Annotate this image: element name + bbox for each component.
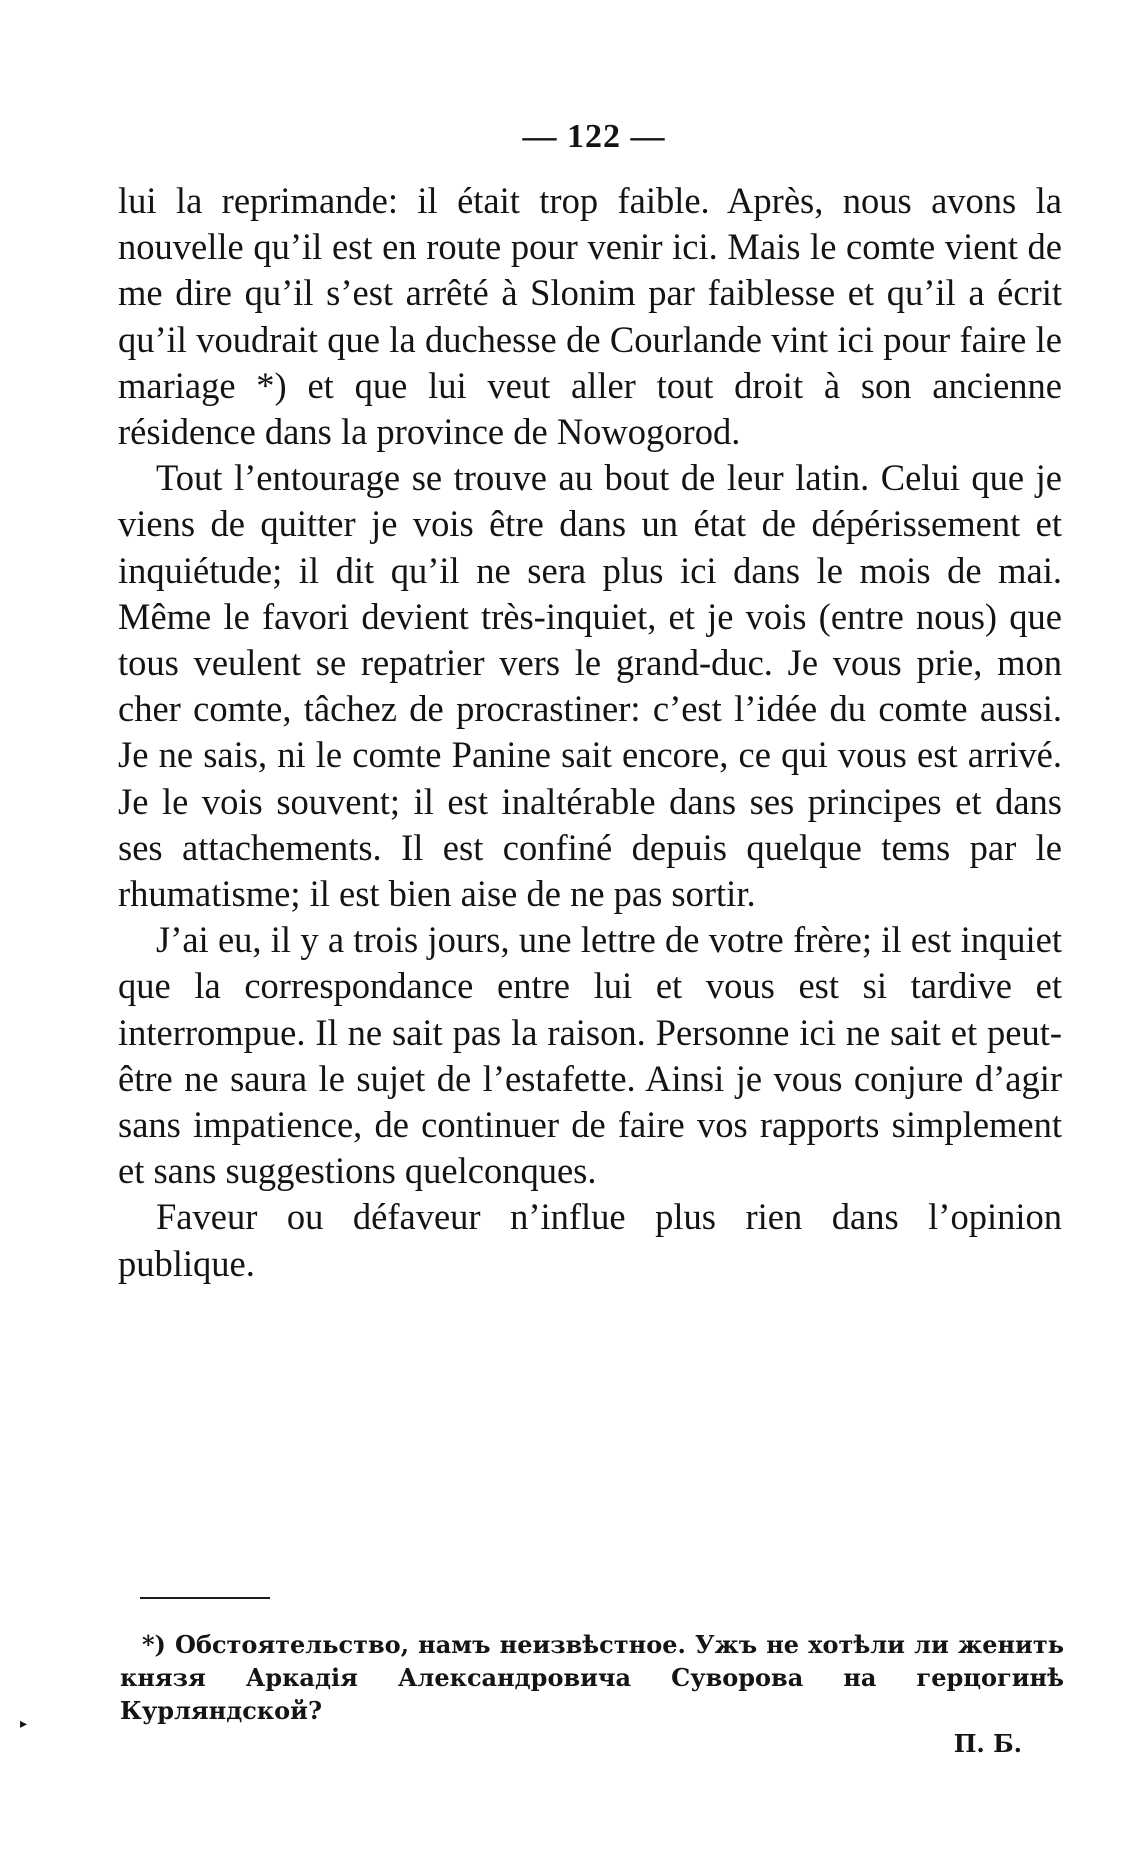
footnote	[120, 1628, 1064, 1760]
footnote-text: *) Обстоятельство, намъ неизвѣстное. Ужъ не хотѣли ли женить князя Аркадія Александровича Суворова на герцогинѣ Курляндской?	[120, 1630, 1064, 1725]
body-text	[118, 178, 1062, 1287]
corner-arrow-icon: ▸	[20, 1717, 28, 1732]
footnote-divider	[140, 1597, 270, 1599]
paragraph-2: Tout l’entourage se trouve au bout de leur latin. Celui que je viens de quitter je vois être dans un état de dépérissement et inquiétude; il dit qu’il ne sera plus ici dans le mois de mai. Même le favori devient très-inquiet, et je vois (entre nous) que tous veulent se repatrier vers le grand-duc. Je vous prie, mon cher comte, tâchez de procrastiner: c’est l’idée du comte aussi. Je ne sais, ni le comte Panine sait encore, ce qui vous est arrivé. Je le vois souvent; il est inaltérable dans ses principes et dans ses attachements. Il est confiné depuis quelque tems par le rhumatisme; il est bien aise de ne pas sortir.	[118, 457, 1062, 915]
paragraph-1: lui la reprimande: il était trop faible. Après, nous avons la nouvelle qu’il est en route pour venir ici. Mais le comte vient de me dire qu’il s’est arrêté à Slonim par faiblesse et qu’il a écrit qu’il voudrait que la duchesse de Courlande vint ici pour faire le mariage *) et que lui veut aller tout droit à son ancienne résidence dans la province de Nowogorod.	[118, 180, 1062, 453]
footnote-signature: П. Б.	[953, 1729, 1022, 1758]
paragraph-3: J’ai eu, il y a trois jours, une lettre de votre frère; il est inquiet que la correspondance entre lui et vous est si tardive et interrompue. Il ne sait pas la raison. Personne ici ne sait et peut-être ne saura le sujet de l’estafette. Ainsi je vous conjure d’agir sans impatience, de continuer de faire vos rapports simplement et sans suggestions quelconques.	[118, 919, 1062, 1192]
paragraph-4: Faveur ou défaveur n’influe plus rien dans l’opinion publique.	[118, 1196, 1062, 1284]
page-number: — 122 —	[522, 118, 666, 155]
